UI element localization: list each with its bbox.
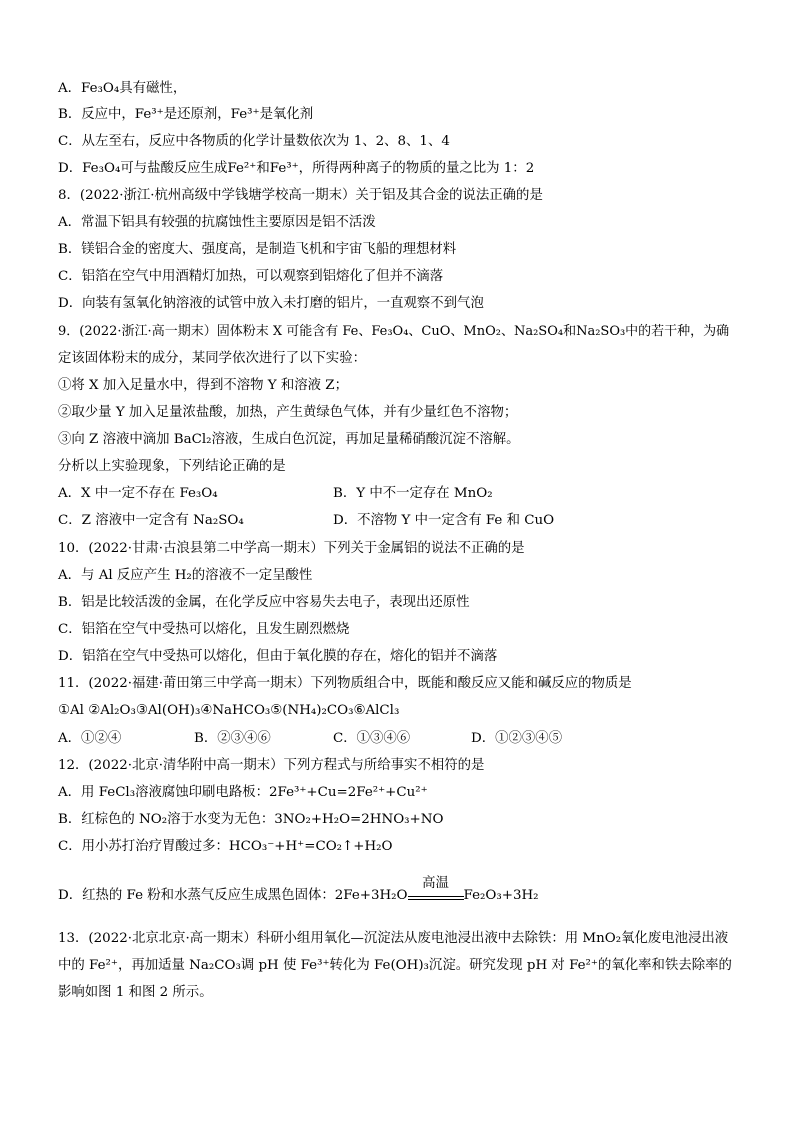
question-12-stem: 12．(2022·北京·清华附中高一期末）下列方程式与所给事实不相符的是 [58,758,485,773]
q10-option-a: A．与 Al 反应产生 H₂的溶液不一定呈酸性 [58,568,313,583]
option-c-coefficients: C．从左至右，反应中各物质的化学计量数依次为 1、2、8、1、4 [58,134,450,149]
q9-option-a: A．X 中一定不存在 Fe₃O₄ [58,486,218,501]
question-11-stem: 11．(2022·福建·莆田第三中学高一期末）下列物质组合中，既能和酸反应又能和碱反应的物质是 [58,676,632,691]
q12-option-d [58,876,539,905]
q11-option-b: B．②③④⑥ [194,731,271,746]
q11-option-a: A．①②④ [58,731,122,746]
q10-option-d: D．铝箔在空气中受热可以熔化，但由于氧化膜的存在，熔化的铝并不滴落 [58,649,498,664]
q12-option-d-reactants: D．红热的 Fe 粉和水蒸气反应生成黑色固体：2Fe+3H₂O [58,888,408,903]
q10-option-b: B．铝是比较活泼的金属，在化学反应中容易失去电子，表现出还原性 [58,595,470,610]
q9-option-c: C．Z 溶液中一定含有 Na₂SO₄ [58,513,244,528]
q8-option-d: D．向装有氢氧化钠溶液的试管中放入未打磨的铝片，一直观察不到气泡 [58,296,484,311]
q11-option-d: D．①②③④⑤ [471,731,563,746]
q9-step-2: ②取少量 Y 加入足量浓盐酸，加热，产生黄绿色气体，并有少量红色不溶物； [58,405,518,420]
reaction-condition-label: 高温 [422,876,449,891]
option-b-reductant-oxidant: B．反应中，Fe³⁺是还原剂，Fe³⁺是氧化剂 [58,107,314,122]
question-10-stem: 10．(2022·甘肃·古浪县第二中学高一期末）下列关于金属铝的说法不正确的是 [58,541,525,556]
q12-option-a: A．用 FeCl₃溶液腐蚀印刷电路板：2Fe³⁺+Cu=2Fe²⁺+Cu²⁺ [58,785,428,800]
reaction-condition-arrow [408,876,464,905]
q9-option-d: D．不溶物 Y 中一定含有 Fe 和 CuO [333,513,555,528]
q9-step-3: ③向 Z 溶液中滴加 BaCl₂溶液，生成白色沉淀，再加足量稀硝酸沉淀不溶解。 [58,432,520,447]
option-d-ion-ratio: D．Fe₃O₄可与盐酸反应生成Fe²⁺和Fe³⁺，所得两种离子的物质的量之比为 1：2 [58,161,535,176]
q12-option-b: B．红棕色的 NO₂溶于水变为无色：3NO₂+H₂O=2HNO₃+NO [58,812,444,827]
q8-option-b: B．镁铝合金的密度大、强度高，是制造飞机和宇宙飞船的理想材料 [58,242,457,257]
option-a-fe3o4-magnetic: A．Fe₃O₄具有磁性， [58,81,187,96]
q8-option-a: A．常温下铝具有较强的抗腐蚀性主要原因是铝不活泼 [58,215,376,230]
q9-prompt: 分析以上实验现象，下列结论正确的是 [58,459,286,474]
q10-option-c: C．铝箔在空气中受热可以熔化，且发生剧烈燃烧 [58,622,350,637]
question-8-stem: 8．(2022·浙江·杭州高级中学钱塘学校高一期末）关于铝及其合金的说法正确的是 [58,188,543,203]
question-13-stem: 13．(2022·北京北京·高一期末）科研小组用氧化—沉淀法从废电池浸出液中去除铁：用 MnO₂氧化废电池浸出液中的 Fe²⁺，再加适量 Na₂CO₃调 pH 使 Fe³⁺转化为 Fe(OH)₃沉淀。研究发现 pH 对 Fe²⁺的氧化率和铁去除率的影响如图 1 和图 2 所示。 [58,931,732,1000]
q9-step-1: ①将 X 加入足量水中，得到不溶物 Y 和溶液 Z； [58,378,348,393]
q12-option-c: C．用小苏打治疗胃酸过多：HCO₃⁻+H⁺=CO₂↑+H₂O [58,839,393,854]
q12-option-d-products: Fe₂O₃+3H₂ [463,888,539,903]
question-9-stem: 9．(2022·浙江·高一期末）固体粉末 X 可能含有 Fe、Fe₃O₄、CuO、MnO₂、Na₂SO₄和Na₂SO₃中的若干种，为确 [58,324,730,339]
q9-option-b: B．Y 中不一定存在 MnO₂ [333,486,493,501]
q8-option-c: C．铝箔在空气中用酒精灯加热，可以观察到铝熔化了但并不滴落 [58,269,444,284]
q11-substances: ①Al ②Al₂O₃③Al(OH)₃④NaHCO₃⑤(NH₄)₂CO₃⑥AlCl₃ [58,703,400,718]
question-9-stem-cont: 定该固体粉末的成分，某同学依次进行了以下实验： [58,351,366,366]
q11-option-c: C．①③④⑥ [333,731,411,746]
